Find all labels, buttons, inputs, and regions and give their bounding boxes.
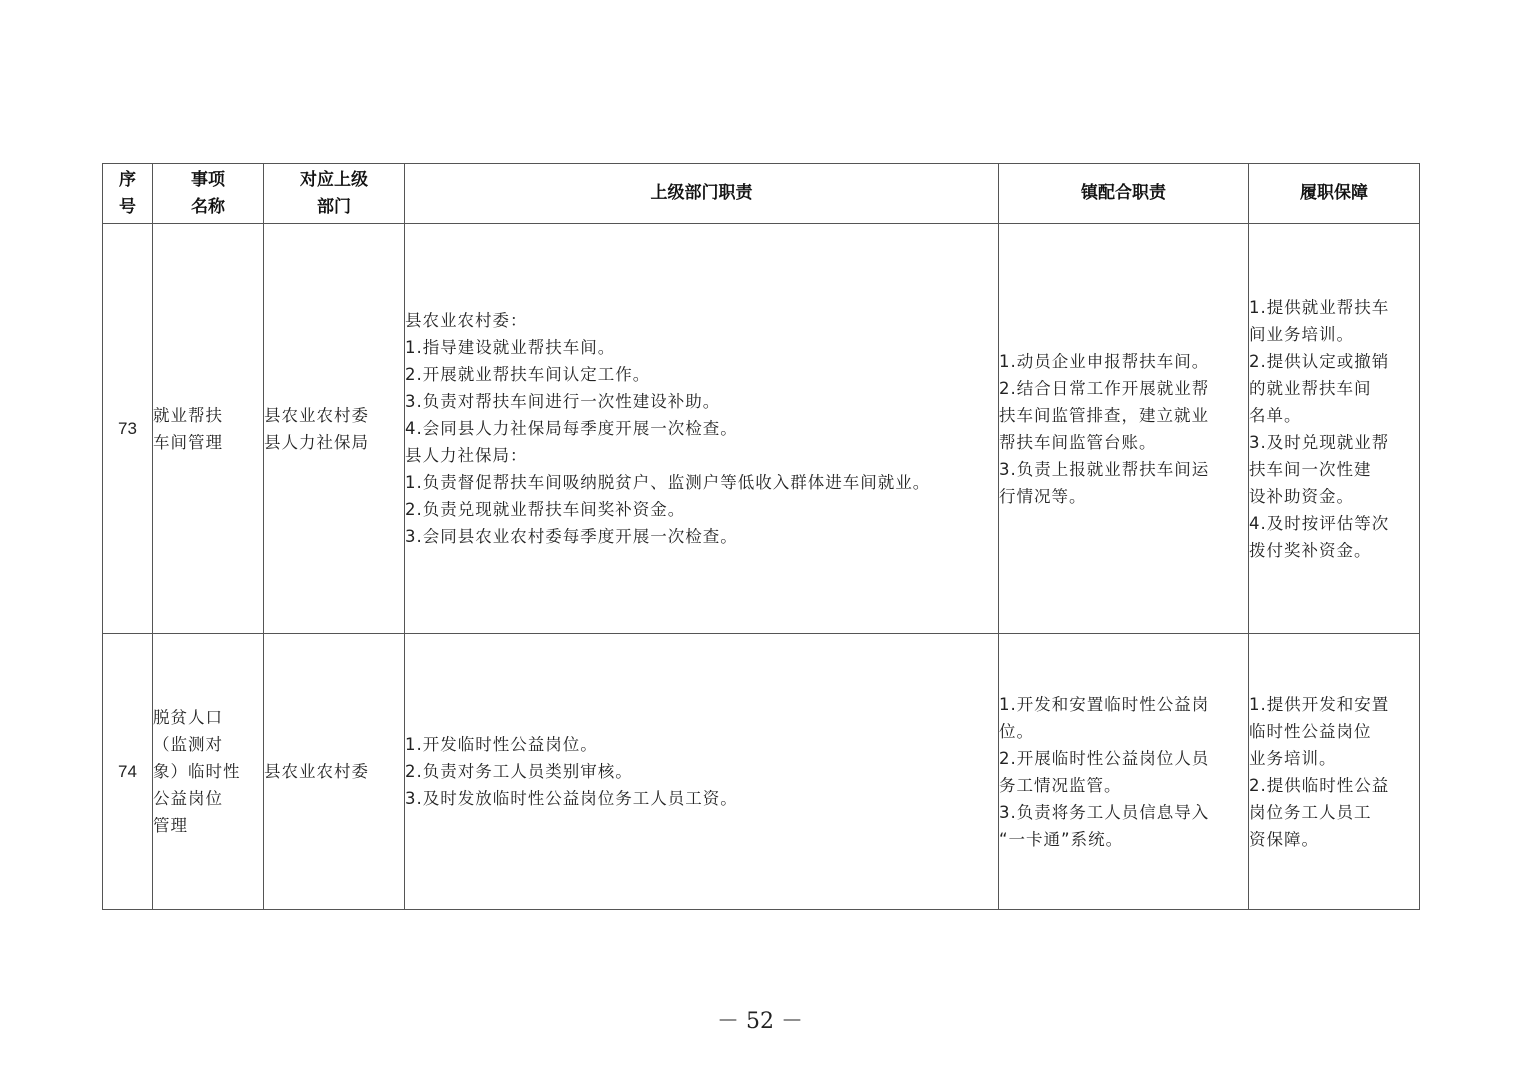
row-upper-duties: 1.开发临时性公益岗位。 2.负责对务工人员类别审核。 3.及时发放临时性公益岗位务工人员工资。 <box>405 634 999 910</box>
row-town-duties: 1.动员企业申报帮扶车间。 2.结合日常工作开展就业帮 扶车间监管排查，建立就业 帮扶车间监管台账。 3.负责上报就业帮扶车间运 行情况等。 <box>999 224 1249 634</box>
row-item-name: 脱贫人口 （监测对 象）临时性 公益岗位 管理 <box>153 634 264 910</box>
table-row <box>103 224 1420 634</box>
responsibility-table <box>102 163 1420 910</box>
row-seq: 74 <box>103 634 153 910</box>
page-number: － 52 － <box>717 1009 803 1034</box>
row-seq: 73 <box>103 224 153 634</box>
row-upper-duties: 县农业农村委： 1.指导建设就业帮扶车间。 2.开展就业帮扶车间认定工作。 3.负责对帮扶车间进行一次性建设补助。 4.会同县人力社保局每季度开展一次检查。 县人力社保局： 1.负责督促帮扶车间吸纳脱贫户、监测户等低收入群体进车间就业。 2.负责兑现就业帮扶车间奖补资金。 3.会同县农业农村委每季度开展一次检查。 <box>405 224 999 634</box>
row-dept: 县农业农村委 县人力社保局 <box>264 224 405 634</box>
header-seq: 序 号 <box>103 164 153 224</box>
header-guarantee: 履职保障 <box>1249 164 1420 224</box>
row-item-name: 就业帮扶 车间管理 <box>153 224 264 634</box>
table-header-row <box>103 164 1420 224</box>
table-row <box>103 634 1420 910</box>
header-town-duties: 镇配合职责 <box>999 164 1249 224</box>
row-town-duties: 1.开发和安置临时性公益岗 位。 2.开展临时性公益岗位人员 务工情况监管。 3.负责将务工人员信息导入 “一卡通”系统。 <box>999 634 1249 910</box>
row-guarantee: 1.提供开发和安置 临时性公益岗位 业务培训。 2.提供临时性公益 岗位务工人员工 资保障。 <box>1249 634 1420 910</box>
row-guarantee: 1.提供就业帮扶车 间业务培训。 2.提供认定或撤销 的就业帮扶车间 名单。 3.及时兑现就业帮 扶车间一次性建 设补助资金。 4.及时按评估等次 拨付奖补资金。 <box>1249 224 1420 634</box>
header-item-name: 事项 名称 <box>153 164 264 224</box>
header-upper-duties: 上级部门职责 <box>405 164 999 224</box>
header-upper-dept: 对应上级 部门 <box>264 164 405 224</box>
row-dept: 县农业农村委 <box>264 634 405 910</box>
